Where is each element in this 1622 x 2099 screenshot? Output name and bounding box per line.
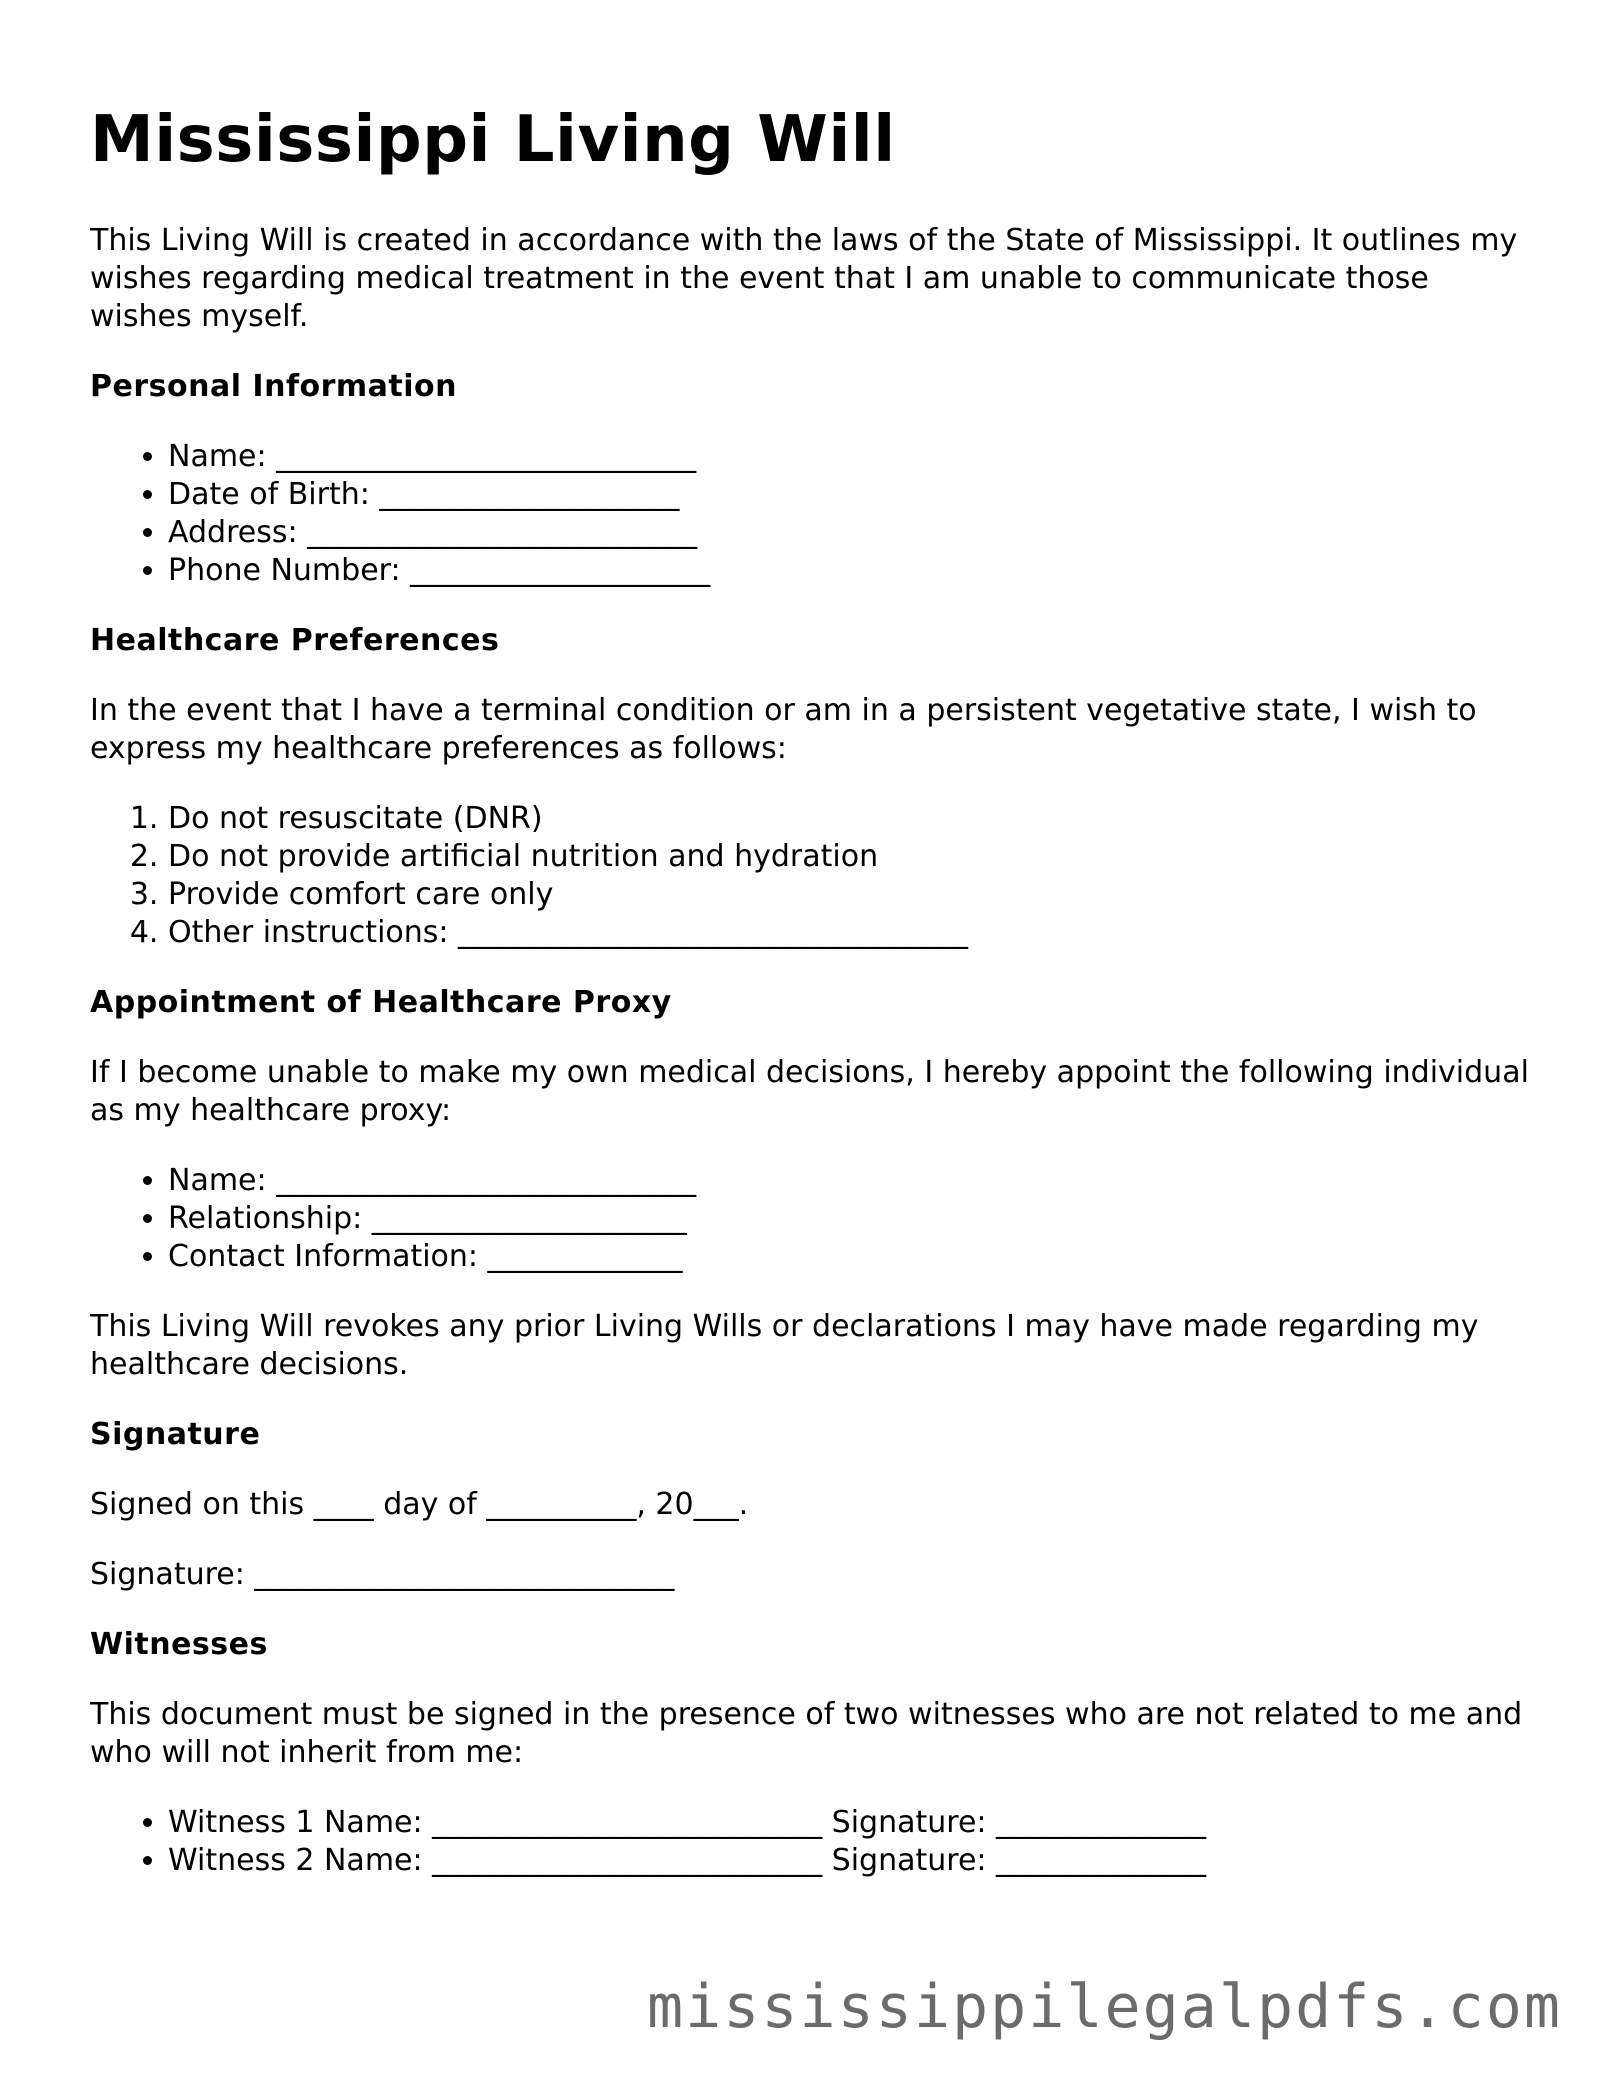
intro-paragraph: This Living Will is created in accordance with the laws of the State of Mississippi. It outlines my wishes regarding medical treatment in the event that I am unable to communicate those wishes myself.: [90, 222, 1518, 334]
witnesses-list: [90, 1804, 1540, 1880]
signed-on-line: Signed on this ____ day of __________, 20___.: [90, 1486, 749, 1522]
healthcare-preferences-list: [90, 800, 1540, 952]
personal-name-field: • Name: ____________________________: [168, 438, 1540, 476]
healthcare-preferences-heading: Healthcare Preferences: [90, 622, 500, 658]
preference-no-nutrition: 2. Do not provide artificial nutrition and hydration: [168, 838, 1540, 876]
healthcare-proxy-heading: Appointment of Healthcare Proxy: [90, 984, 672, 1020]
preference-comfort-care: 3. Provide comfort care only: [168, 876, 1540, 914]
personal-address-field: • Address: __________________________: [168, 514, 1540, 552]
site-watermark: mississippilegalpdfs.com: [647, 1972, 1562, 2042]
witness-1-line: • Witness 1 Name: __________________________ Signature: ______________: [168, 1804, 1540, 1842]
preference-dnr: 1. Do not resuscitate (DNR): [168, 800, 1540, 838]
personal-information-heading: Personal Information: [90, 368, 457, 404]
personal-phone-field: • Phone Number: ____________________: [168, 552, 1540, 590]
witnesses-intro: This document must be signed in the presence of two witnesses who are not related to me and who will not inherit from me:: [90, 1696, 1523, 1770]
revocation-paragraph: This Living Will revokes any prior Living Wills or declarations I may have made regarding my healthcare decisions.: [90, 1308, 1479, 1382]
proxy-name-field: • Name: ____________________________: [168, 1162, 1540, 1200]
signature-heading: Signature: [90, 1416, 261, 1452]
proxy-contact-field: • Contact Information: _____________: [168, 1238, 1540, 1276]
healthcare-preferences-intro: In the event that I have a terminal condition or am in a persistent vegetative state, I wish to express my healthcare preferences as follows:: [90, 692, 1477, 766]
document-page: [90, 104, 1540, 1912]
healthcare-proxy-list: [90, 1162, 1540, 1276]
witnesses-heading: Witnesses: [90, 1626, 268, 1662]
witness-2-line: • Witness 2 Name: __________________________ Signature: ______________: [168, 1842, 1540, 1880]
signature-line: Signature: ____________________________: [90, 1556, 675, 1592]
personal-information-list: [90, 438, 1540, 590]
healthcare-proxy-intro: If I become unable to make my own medical decisions, I hereby appoint the following individual as my healthcare proxy:: [90, 1054, 1529, 1128]
proxy-relationship-field: • Relationship: _____________________: [168, 1200, 1540, 1238]
personal-dob-field: • Date of Birth: ____________________: [168, 476, 1540, 514]
document-title: Mississippi Living Will: [90, 103, 896, 177]
preference-other-instructions: 4. Other instructions: __________________________________: [168, 914, 1540, 952]
